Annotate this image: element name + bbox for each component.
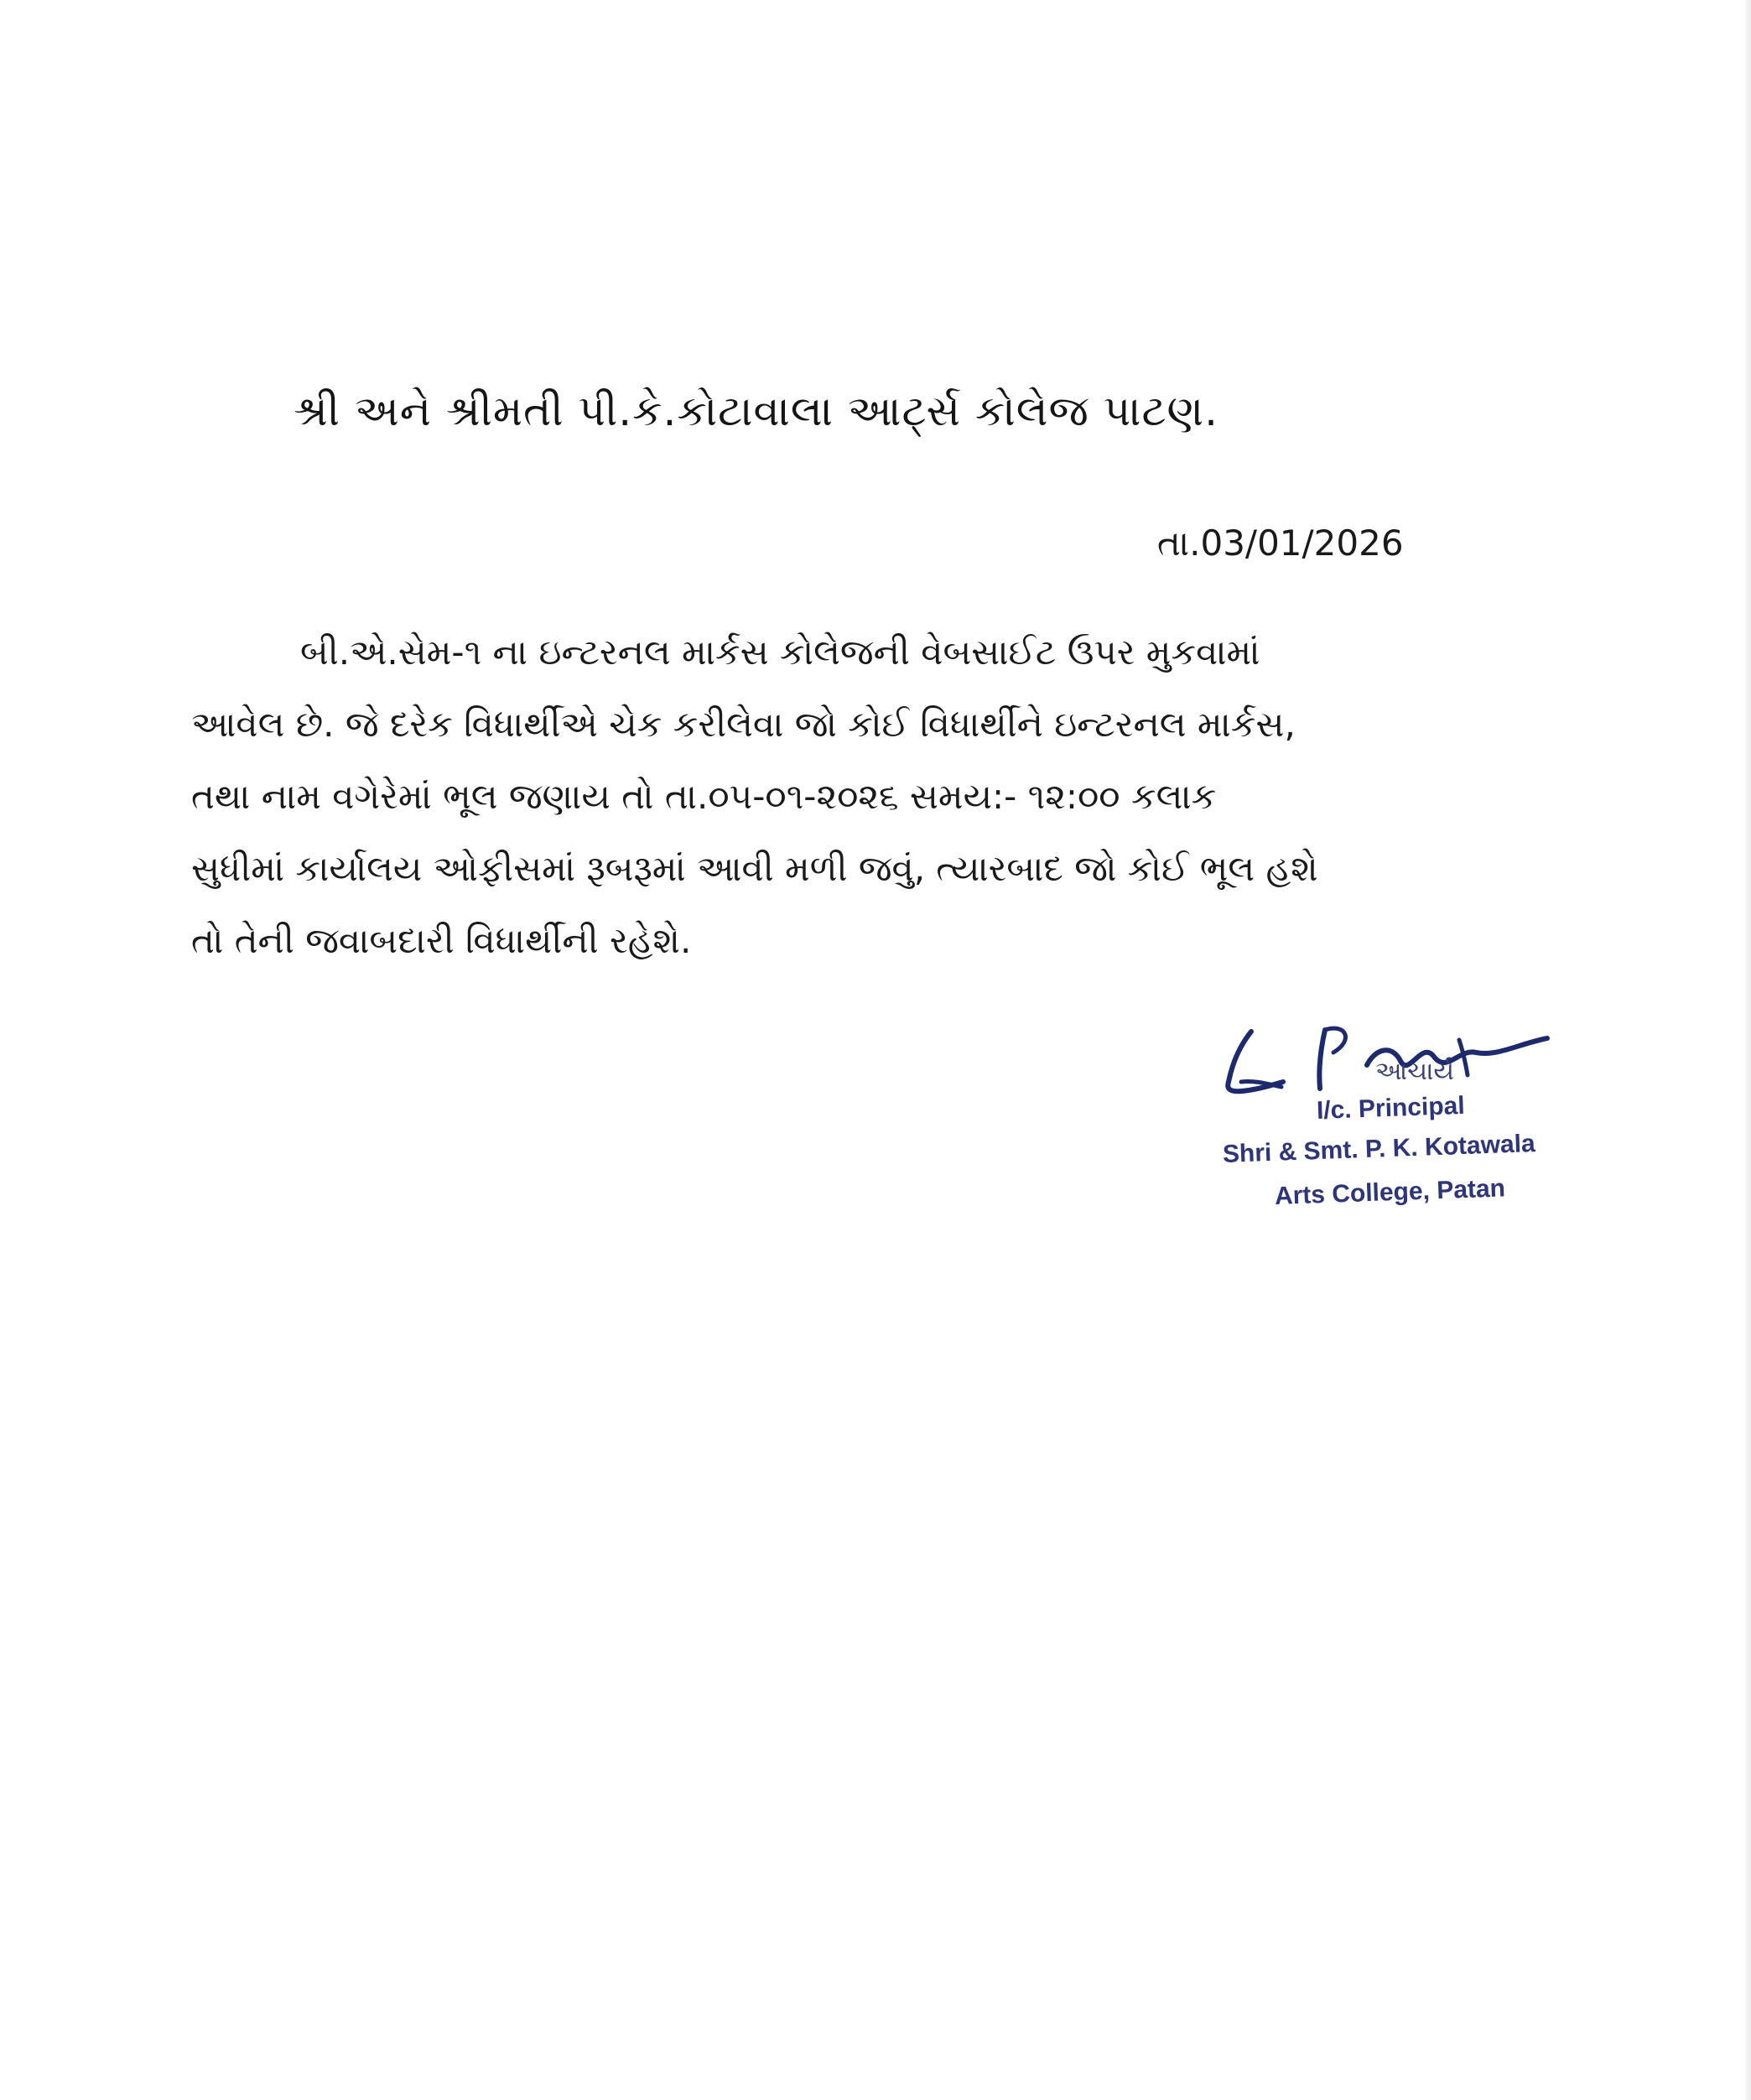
stamp-college-place: Arts College, Patan xyxy=(1274,1174,1506,1210)
scan-edge-shadow xyxy=(1743,0,1751,2100)
stamp-college-name: Shri & Smt. P. K. Kotawala xyxy=(1222,1129,1536,1168)
body-line-1: બી.એ.સેમ-૧ ના ઇન્ટરનલ માર્કસ કોલેજની વેબસાઈટ ઉપર મુકવામાં xyxy=(300,632,1260,673)
body-line-5: તો તેની જવાબદારી વિધાર્થીની રહેશે. xyxy=(191,920,692,961)
stamp-designation: I/c. Principal xyxy=(1316,1091,1466,1125)
notice-body xyxy=(191,616,1567,977)
principal-signature-stamp xyxy=(1208,1015,1644,1233)
body-line-2: આવેલ છે. જે દરેક વિધાર્થીએ ચેક કરીલેવા જો કોઈ વિધાર્થીને ઇન્ટરનલ માર્કસ, xyxy=(191,704,1296,745)
college-title: શ્રી અને શ્રીમતી પી.કે.કોટાવાલા આર્ટ્સ કોલેજ પાટણ. xyxy=(294,387,1219,435)
body-line-3: તથા નામ વગેરેમાં ભૂલ જણાય તો તા.૦૫-૦૧-૨૦૨૬ સમય:- ૧૨:૦૦ કલાક xyxy=(191,776,1217,817)
stamp-gujarati-title: આચાર્ય xyxy=(1375,1057,1455,1086)
body-line-4: સુધીમાં કાર્યાલય ઓફીસમાં રૂબરૂમાં આવી મળી જવું, ત્યારબાદ જો કોઈ ભૂલ હશે xyxy=(191,848,1318,889)
notice-date: તા.03/01/2026 xyxy=(1157,522,1404,564)
